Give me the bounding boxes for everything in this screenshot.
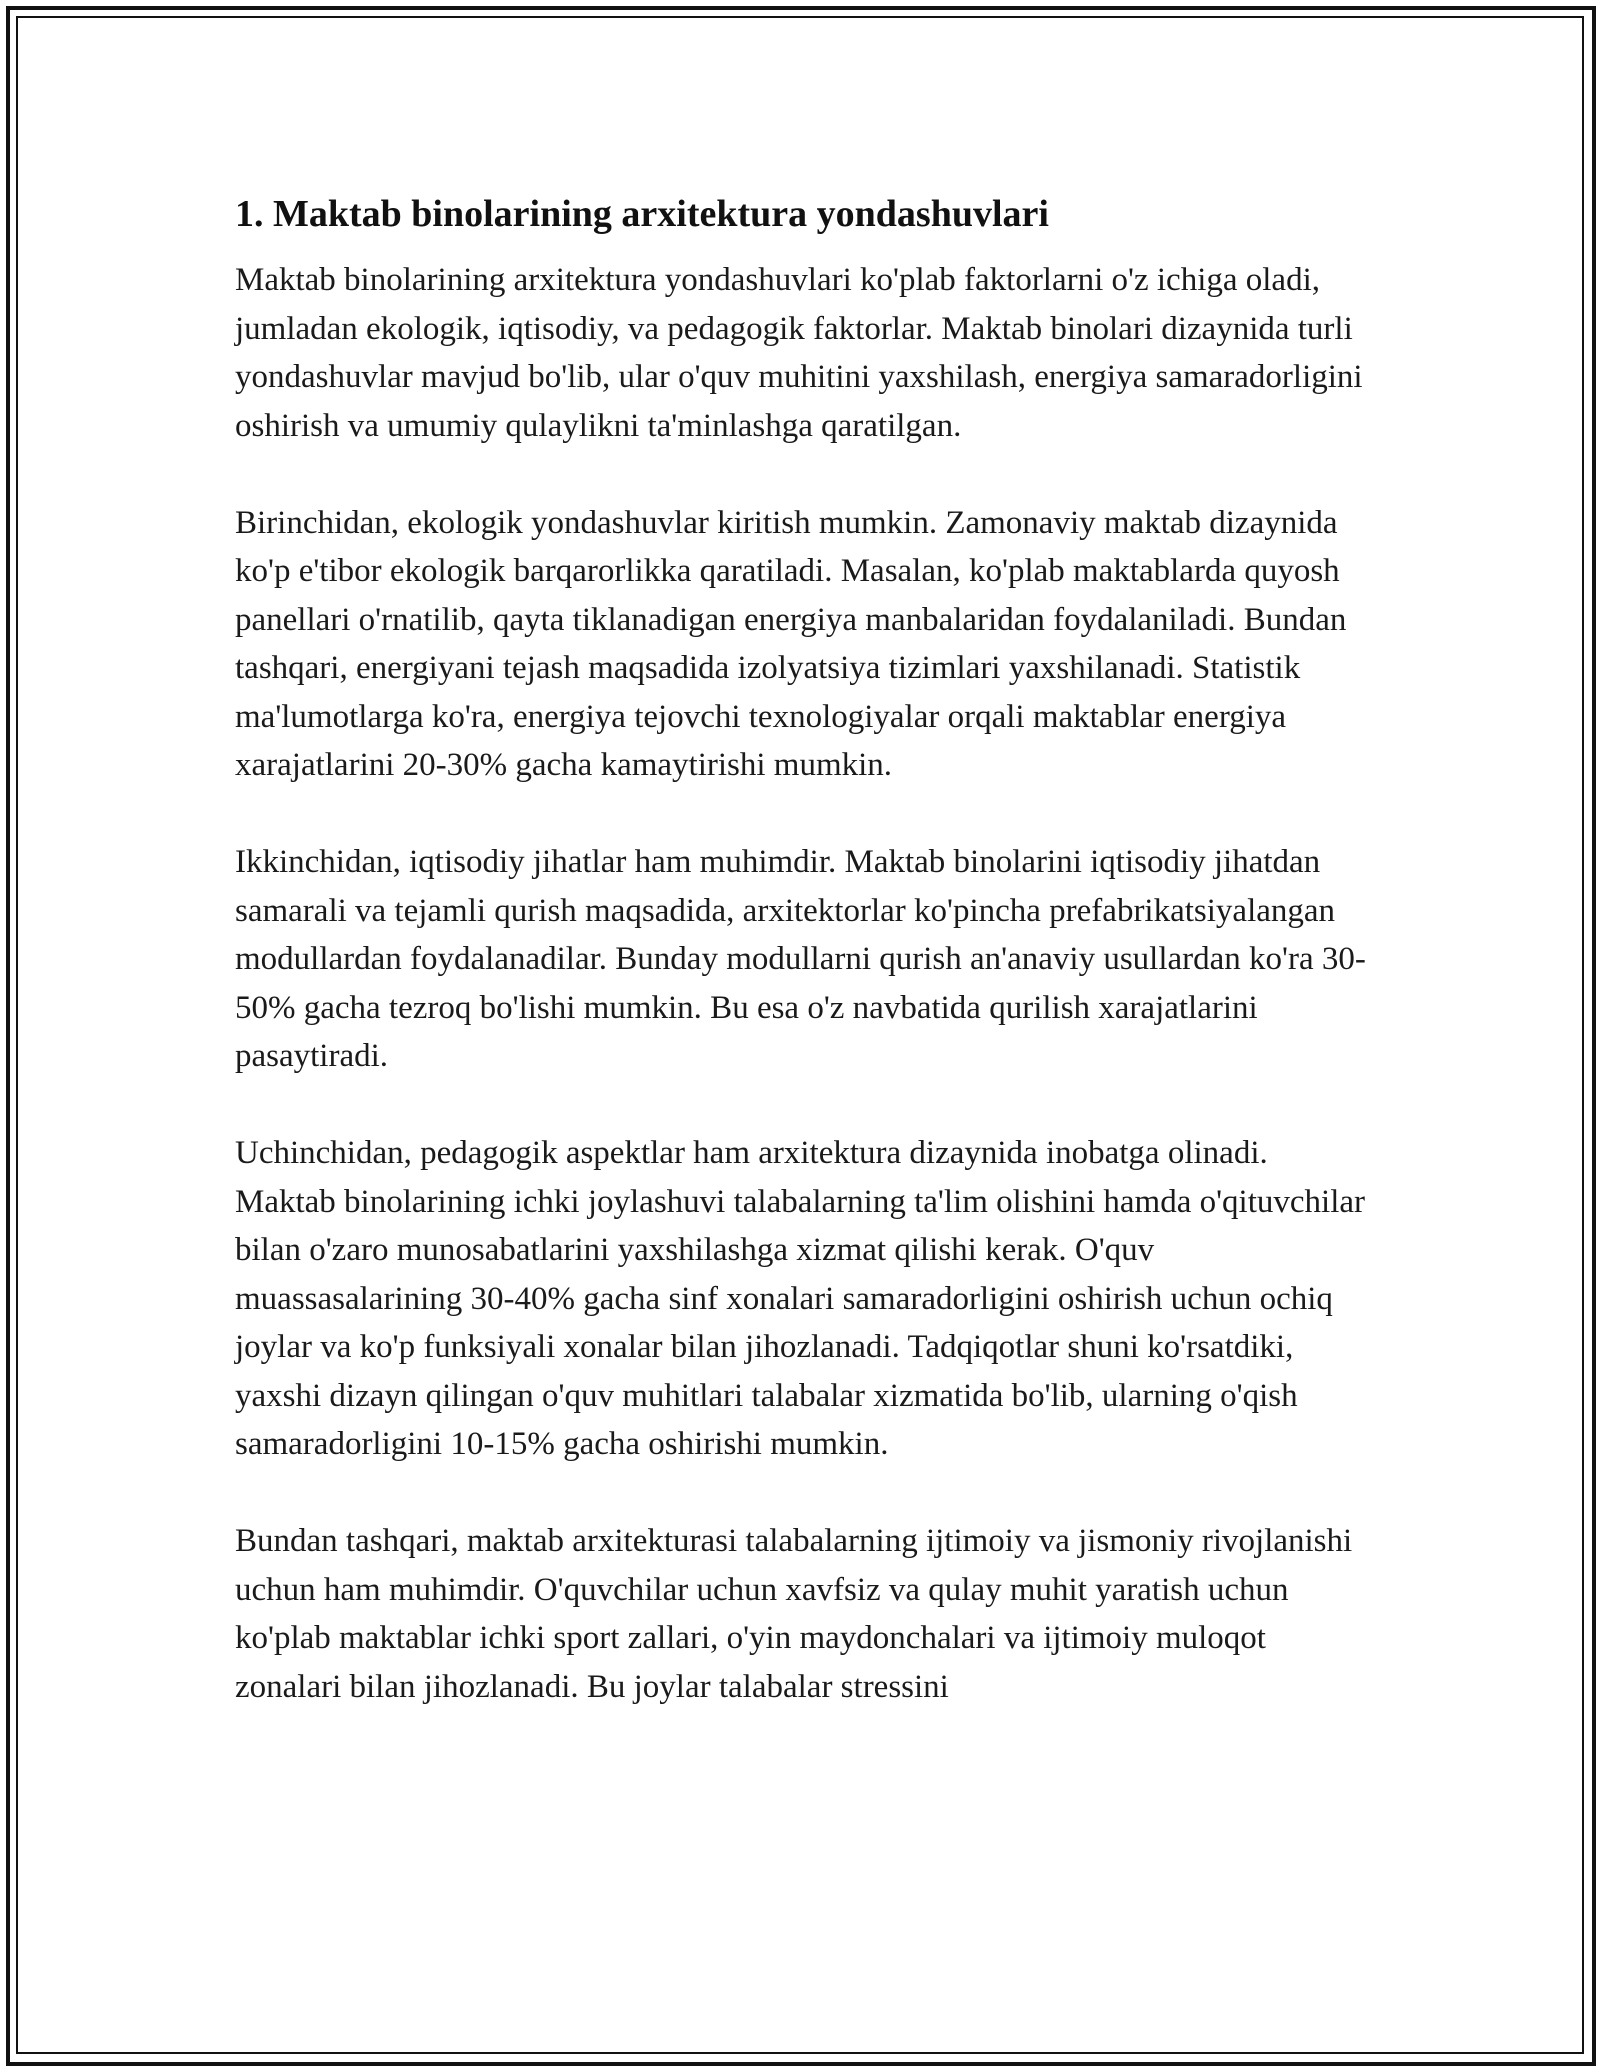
heading-spacer xyxy=(235,242,1375,256)
section-heading: 1. Maktab binolarining arxitektura yondashuvlari xyxy=(235,193,1049,235)
paragraph-ecological: Birinchidan, ekologik yondashuvlar kiritish mumkin. Zamonaviy maktab dizaynida ko'p e'tibor ekologik barqarorlikka qaratiladi. Masalan, ko'plab maktablarda quyosh panellari o'rnatilib, qayta tiklanadigan energiya manbalaridan foydalaniladi. Bundan tashqari, energiyani tejash maqsadida izolyatsiya tizimlari yaxshilanadi. Statistik ma'lumotlarga ko'ra, energiya tejovchi texnologiyalar orqali maktablar energiya xarajatlarini 20-30% gacha kamaytirishi mumkin. xyxy=(235,504,1347,783)
paragraph-economic: Ikkinchidan, iqtisodiy jihatlar ham muhimdir. Maktab binolarini iqtisodiy jihatdan samarali va tejamli qurish maqsadida, arxitektorlar ko'pincha prefabrikatsiyalangan modullardan foydalanadilar. Bunday modullarni qurish an'anaviy usullardan ko'ra 30-50% gacha tezroq bo'lishi mumkin. Bu esa o'z navbatida qurilish xarajatlarini pasaytiradi. xyxy=(235,844,1366,1074)
paragraph-pedagogical: Uchinchidan, pedagogik aspektlar ham arxitektura dizaynida inobatga olinadi. Maktab binolarining ichki joylashuvi talabalarning ta'lim olishini hamda o'qituvchilar bilan o'zaro munosabatlarini yaxshilashga xizmat qilishi kerak. O'quv muassasalarining 30-40% gacha sinf xonalari samaradorligini oshirish uchun ochiq joylar va ko'p funksiyali xonalar bilan jihozlanadi. Tadqiqotlar shuni ko'rsatdiki, yaxshi dizayn qilingan o'quv muhitlari talabalar xizmatida bo'lib, ularning o'qish samaradorligini 10-15% gacha oshirishi mumkin. xyxy=(235,1135,1365,1462)
paragraph-intro: Maktab binolarining arxitektura yondashuvlari ko'plab faktorlarni o'z ichiga oladi, jumladan ekologik, iqtisodiy, va pedagogik faktorlar. Maktab binolari dizaynida turli yondashuvlar mavjud bo'lib, ular o'quv muhitini yaxshilash, energiya samaradorligini oshirish va umumiy qulaylikni ta'minlashga qaratilgan. xyxy=(235,262,1363,444)
document-body xyxy=(235,186,1375,1711)
paragraph-social: Bundan tashqari, maktab arxitekturasi talabalarning ijtimoiy va jismoniy rivojlanishi uchun ham muhimdir. O'quvchilar uchun xavfsiz va qulay muhit yaratish uchun ko'plab maktablar ichki sport zallari, o'yin maydonchalari va ijtimoiy muloqot zonalari bilan jihozlanadi. Bu joylar talabalar stressini xyxy=(235,1523,1353,1705)
